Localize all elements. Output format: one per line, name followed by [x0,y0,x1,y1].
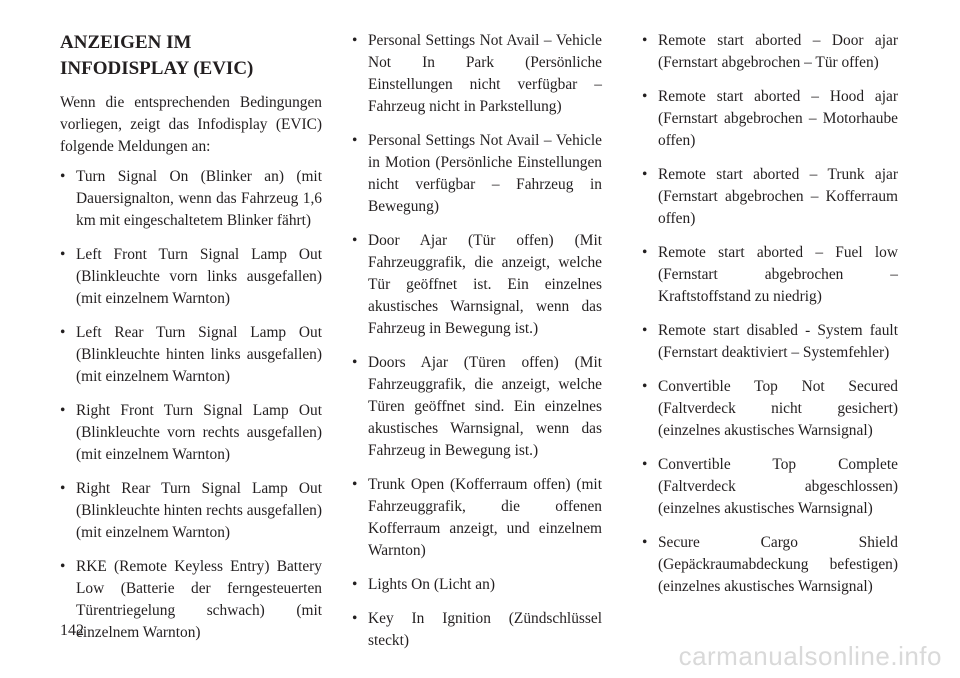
bullet-icon: • [352,610,358,627]
list-item [642,376,898,442]
column-left [60,30,322,656]
list-item-text: RKE (Remote Keyless Entry) Battery Low (Batterie der ferngesteuerten Türentriegelung schwach) (mit einzelnem Warnton) [76,558,322,641]
list-item [60,322,322,388]
list-item-text: Convertible Top Not Secured (Faltverdeck nicht gesichert) (einzelnes akustisches Warnsignal) [658,378,898,439]
list-item-text: Remote start disabled - System fault (Fernstart deaktiviert – Systemfehler) [658,322,898,361]
bullet-icon: • [352,476,358,493]
list-item-text: Remote start aborted – Trunk ajar (Fernstart abgebrochen – Kofferraum offen) [658,166,898,227]
message-list-left [60,166,322,644]
list-item-text: Remote start aborted – Fuel low (Fernstart abgebrochen – Kraftstoffstand zu niedrig) [658,244,898,305]
list-item [642,532,898,598]
bullet-icon: • [642,534,648,551]
message-list-middle [352,30,602,652]
bullet-icon: • [352,354,358,371]
list-item-text: Left Rear Turn Signal Lamp Out (Blinkleuchte hinten links ausgefallen) (mit einzelnem Warnton) [76,324,322,385]
bullet-icon: • [642,378,648,395]
list-item [60,556,322,644]
list-item-text: Right Rear Turn Signal Lamp Out (Blinkleuchte hinten rechts ausgefallen) (mit einzelnem Warnton) [76,480,322,541]
bullet-icon: • [60,558,66,575]
list-item-text: Trunk Open (Kofferraum offen) (mit Fahrzeuggrafik, die offenen Kofferraum anzeigt, und einzelnem Warnton) [368,476,602,559]
list-item [642,454,898,520]
bullet-icon: • [642,32,648,49]
watermark: carmanualsonline.info [678,641,942,671]
bullet-icon: • [352,576,358,593]
column-middle [352,30,602,664]
list-item [352,30,602,118]
list-item [352,352,602,462]
list-item-text: Lights On (Licht an) [368,576,495,593]
list-item-text: Personal Settings Not Avail – Vehicle Not In Park (Persönliche Einstellungen nicht verfügbar – Fahrzeug nicht in Parkstellung) [368,32,602,115]
list-item-text: Doors Ajar (Türen offen) (Mit Fahrzeuggrafik, die anzeigt, welche Türen geöffnet sind. Ein einzelnes akustisches Warnsignal, wenn das Fahrzeug in Bewegung ist.) [368,354,602,459]
section-heading: ANZEIGEN IM INFODISPLAY (EVIC) [60,32,254,79]
column-right [642,30,898,610]
list-item-text: Secure Cargo Shield (Gepäckraumabdeckung befestigen) (einzelnes akustisches Warnsignal) [658,534,898,595]
bullet-icon: • [60,168,66,185]
list-item [642,242,898,308]
list-item-text: Remote start aborted – Door ajar (Fernstart abgebrochen – Tür offen) [658,32,898,71]
list-item-text: Personal Settings Not Avail – Vehicle in Motion (Persönliche Einstellungen nicht verfügbar – Fahrzeug in Bewegung) [368,132,602,215]
list-item [352,130,602,218]
list-item [60,478,322,544]
bullet-icon: • [352,232,358,249]
list-item [60,166,322,232]
bullet-icon: • [642,456,648,473]
list-item [642,86,898,152]
list-item [352,230,602,340]
message-list-right [642,30,898,598]
bullet-icon: • [60,480,66,497]
bullet-icon: • [352,32,358,49]
bullet-icon: • [642,244,648,261]
list-item [60,400,322,466]
list-item [60,244,322,310]
list-item [642,320,898,364]
intro-paragraph: Wenn die entsprechenden Bedingungen vorliegen, zeigt das Infodisplay (EVIC) folgende Meldungen an: [60,94,322,155]
list-item [642,164,898,230]
bullet-icon: • [60,324,66,341]
bullet-icon: • [642,166,648,183]
bullet-icon: • [60,402,66,419]
bullet-icon: • [642,322,648,339]
page-number: 142 [60,622,84,639]
list-item [352,608,602,652]
list-item-text: Convertible Top Complete (Faltverdeck abgeschlossen) (einzelnes akustisches Warnsignal) [658,456,898,517]
list-item-text: Left Front Turn Signal Lamp Out (Blinkleuchte vorn links ausgefallen) (mit einzelnem Warnton) [76,246,322,307]
list-item-text: Turn Signal On (Blinker an) (mit Dauersignalton, wenn das Fahrzeug 1,6 km mit eingeschaltetem Blinker fährt) [76,168,322,229]
list-item-text: Remote start aborted – Hood ajar (Fernstart abgebrochen – Motorhaube offen) [658,88,898,149]
list-item-text: Door Ajar (Tür offen) (Mit Fahrzeuggrafik, die anzeigt, welche Tür geöffnet ist. Ein einzelnes akustisches Warnsignal, wenn das Fahrzeug in Bewegung ist.) [368,232,602,337]
list-item [352,474,602,562]
list-item [642,30,898,74]
list-item-text: Key In Ignition (Zündschlüssel steckt) [368,610,602,649]
bullet-icon: • [60,246,66,263]
bullet-icon: • [352,132,358,149]
list-item [352,574,602,596]
bullet-icon: • [642,88,648,105]
list-item-text: Right Front Turn Signal Lamp Out (Blinkleuchte vorn rechts ausgefallen) (mit einzelnem Warnton) [76,402,322,463]
